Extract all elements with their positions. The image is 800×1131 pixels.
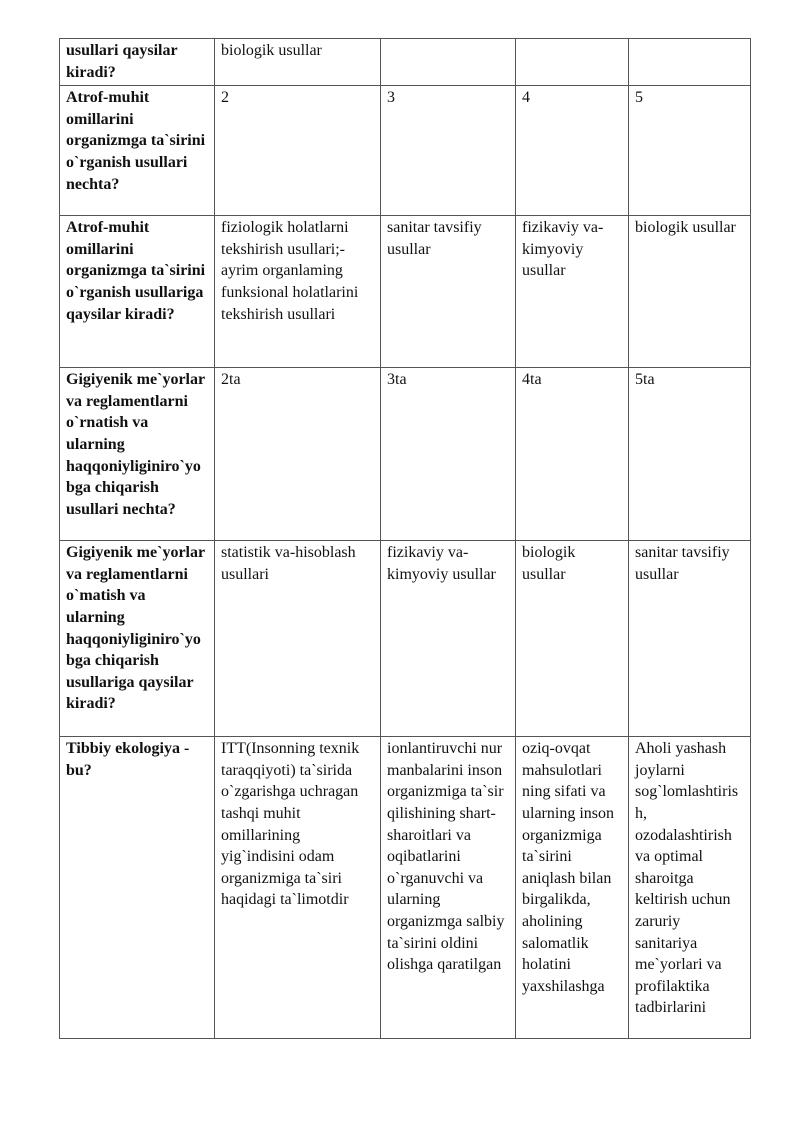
- option-a-cell: biologik usullar: [215, 39, 381, 86]
- question-cell: Tibbiy ekologiya - bu?: [60, 737, 215, 1039]
- option-d-cell: Aholi yashash joylarni sog`lomlashtirish, ozodalashtirish va optimal sharoitga keltirish uchun zaruriy sanitariya me`yorlari va profilaktika tadbirlarini: [629, 737, 751, 1039]
- option-a-cell: 2: [215, 86, 381, 216]
- option-b-cell: 3: [381, 86, 516, 216]
- option-c-cell: oziq-ovqat mahsulotlari ning sifati va ularning inson organizmiga ta`sirini aniqlash bilan birgalikda, aholining salomatlik holatini yaxshilashga: [516, 737, 629, 1039]
- table-row: [60, 737, 751, 1039]
- option-b-cell: fizikaviy va-kimyoviy usullar: [381, 541, 516, 737]
- option-b-cell: 3ta: [381, 368, 516, 541]
- option-a-cell: ITT(Insonning texnik taraqqiyoti) ta`sirida o`zgarishga uchragan tashqi muhit omillarining yig`indisini odam organizmiga ta`siri haqidagi ta`limotdir: [215, 737, 381, 1039]
- question-cell: usullari qaysilar kiradi?: [60, 39, 215, 86]
- question-cell: Atrof-muhit omillarini organizmga ta`sirini o`rganish usullari nechta?: [60, 86, 215, 216]
- table-row: [60, 86, 751, 216]
- question-cell: Gigiyenik me`yorlar va reglamentlarni o`matish va ularning haqqoniyliginiro`yobga chiqarish usullariga qaysilar kiradi?: [60, 541, 215, 737]
- option-b-cell: ionlantiruvchi nur manbalarini inson organizmiga ta`sir qilishining shart-sharoitlari va oqibatlarini o`rganuvchi va ularning organizmga salbiy ta`sirini oldini olishga qaratilgan: [381, 737, 516, 1039]
- option-a-cell: 2ta: [215, 368, 381, 541]
- table-row: [60, 216, 751, 368]
- option-c-cell: biologik usullar: [516, 541, 629, 737]
- option-d-cell: 5: [629, 86, 751, 216]
- option-d-cell: [629, 39, 751, 86]
- question-table: [59, 38, 751, 1039]
- option-c-cell: 4ta: [516, 368, 629, 541]
- question-cell: Atrof-muhit omillarini organizmga ta`sirini o`rganish usullariga qaysilar kiradi?: [60, 216, 215, 368]
- table-row: [60, 39, 751, 86]
- option-b-cell: sanitar tavsifiy usullar: [381, 216, 516, 368]
- table-row: [60, 541, 751, 737]
- option-c-cell: 4: [516, 86, 629, 216]
- table-row: [60, 368, 751, 541]
- option-d-cell: sanitar tavsifiy usullar: [629, 541, 751, 737]
- option-d-cell: biologik usullar: [629, 216, 751, 368]
- question-cell: Gigiyenik me`yorlar va reglamentlarni o`rnatish va ularning haqqoniyliginiro`yobga chiqarish usullari nechta?: [60, 368, 215, 541]
- option-a-cell: statistik va-hisoblash usullari: [215, 541, 381, 737]
- option-d-cell: 5ta: [629, 368, 751, 541]
- option-a-cell: fiziologik holatlarni tekshirish usullari;- ayrim organlaming funksional holatlarini tekshirish usullari: [215, 216, 381, 368]
- option-c-cell: fizikaviy va-kimyoviy usullar: [516, 216, 629, 368]
- option-b-cell: [381, 39, 516, 86]
- option-c-cell: [516, 39, 629, 86]
